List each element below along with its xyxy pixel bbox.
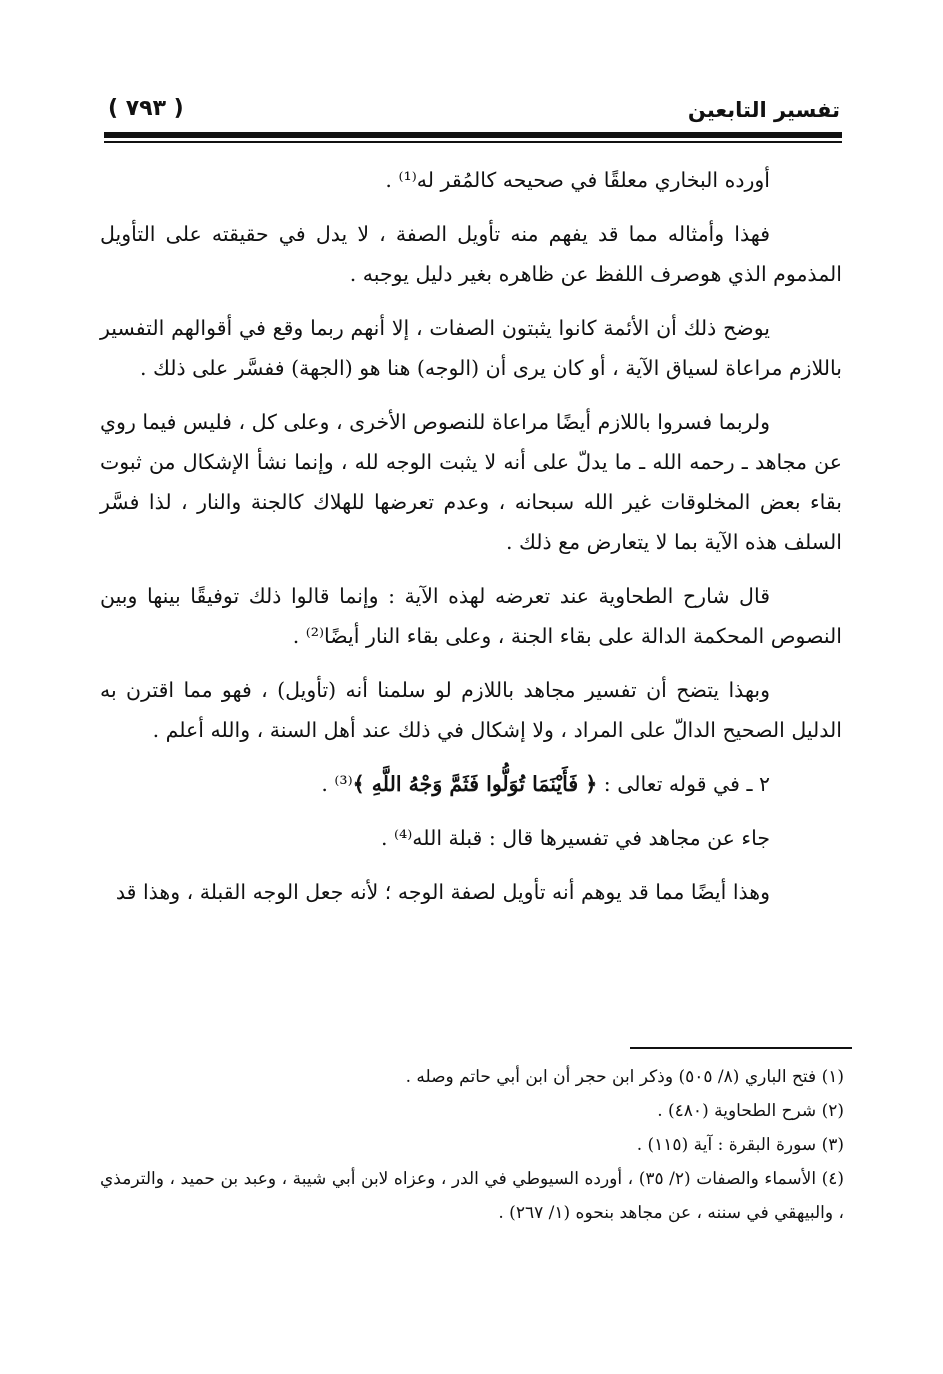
header-rule-thick [104, 132, 842, 138]
footnote: (٢) شرح الطحاوية (٤٨٠) . [657, 1101, 844, 1121]
paragraph: يوضح ذلك أن الأئمة كانوا يثبتون الصفات ، إلا أنهم ربما وقع في أقوالهم التفسير باللازم مراعاة لسياق الآية ، أو كان يرى أن (الوجه) هنا هو (الجهة) ففسَّر على ذلك . [100, 316, 842, 380]
page-number: ( ٧٩٣ ) [108, 96, 184, 121]
paragraph: ولربما فسروا باللازم أيضًا مراعاة للنصوص الأخرى ، وعلى كل ، فليس فيما روي عن مجاهد ـ رحمه الله ـ ما يدلّ على أنه لا يثبت الوجه لله ، وإنما نشأ الإشكال من ثبوت بقاء بعض المخلوقات غير الله سبحانه ، وعدم تعرضها للهلاك كالجنة والنار ، لذا فسَّر السلف هذه الآية بما لا يتعارض مع ذلك . [100, 410, 842, 554]
numbered-item [100, 764, 842, 804]
quran-verse: ﴿ فَأَيْنَمَا تُوَلُّوا فَثَمَّ وَجْهُ اللَّهِ ﴾ [352, 772, 598, 796]
main-text [100, 160, 842, 926]
header-rule-thin [104, 141, 842, 143]
paragraph: وبهذا يتضح أن تفسير مجاهد باللازم لو سلمنا أنه (تأويل) ، فهو مما اقترن به الدليل الصحيح الدالّ على المراد ، ولا إشكال في ذلك عند أهل السنة ، والله أعلم . [100, 678, 842, 742]
footnote-separator [630, 1047, 852, 1049]
paragraph: أورده البخاري معلقًا في صحيحه كالمُقر له⁽¹⁾ . [385, 168, 770, 192]
footnote-ref: ⁽³⁾ . [321, 772, 353, 796]
footnotes [100, 1060, 848, 1230]
paragraph: فهذا وأمثاله مما قد يفهم منه تأويل الصفة ، لا يدل في حقيقته على التأويل المذموم الذي هوصرف اللفظ عن ظاهره بغير دليل يوجبه . [100, 222, 842, 286]
paragraph: قال شارح الطحاوية عند تعرضه لهذه الآية : وإنما قالوا ذلك توفيقًا بينها وبين النصوص المحكمة الدالة على بقاء الجنة ، وعلى بقاء النار أيضًا⁽²⁾ . [100, 584, 842, 648]
page-header [108, 92, 840, 126]
running-title: تفسير التابعين [687, 98, 840, 122]
paragraph: وهذا أيضًا مما قد يوهم أنه تأويل لصفة الوجه ؛ لأنه جعل الوجه القبلة ، وهذا قد [115, 880, 770, 904]
footnote: (٣) سورة البقرة : آية (١١٥) . [636, 1135, 844, 1155]
footnote: (٤) الأسماء والصفات (٢/ ٣٥) ، أورده السيوطي في الدر ، وعزاه لابن أبي شيبة ، وعبد بن حميد ، والترمذي ، والبيهقي في سننه ، عن مجاهد بنحوه (١/ ٢٦٧) . [100, 1169, 844, 1223]
footnote: (١) فتح الباري (٨/ ٥٠٥) وذكر ابن حجر أن ابن أبي حاتم وصله . [405, 1067, 844, 1087]
paragraph: جاء عن مجاهد في تفسيرها قال : قبلة الله⁽⁴⁾ . [380, 826, 770, 850]
item-prefix: ٢ ـ في قوله تعالى : [597, 772, 770, 796]
